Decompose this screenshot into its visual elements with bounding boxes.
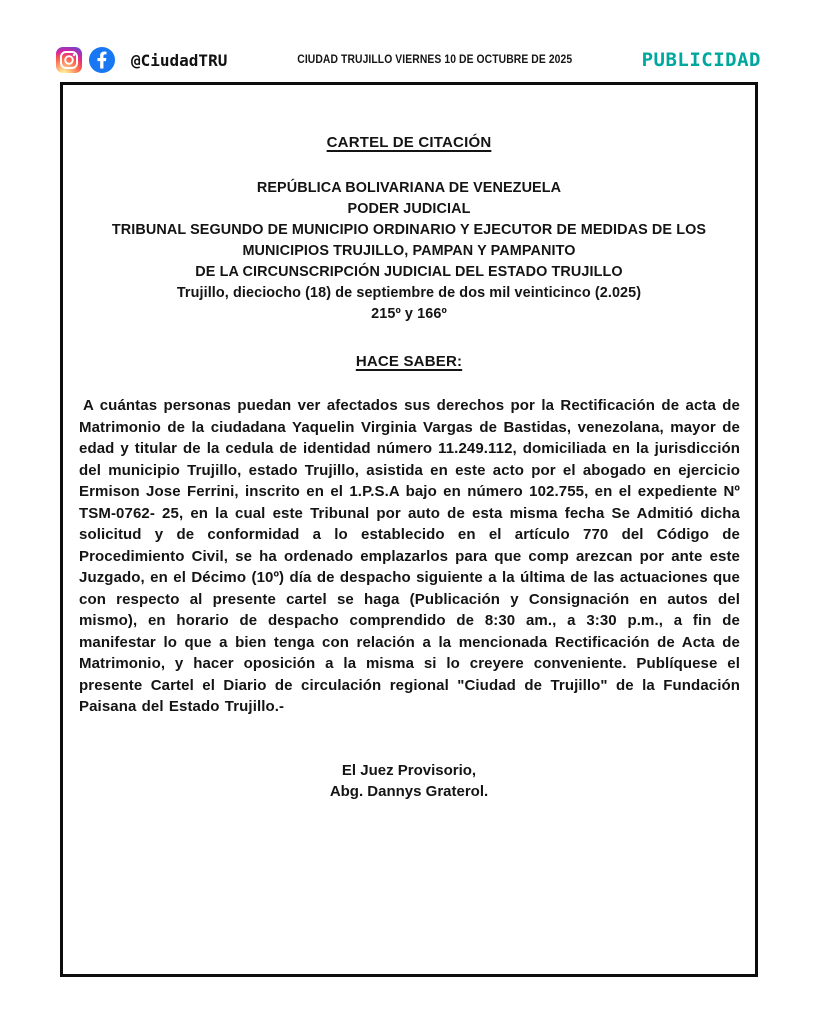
- court-header-line: DE LA CIRCUNSCRIPCIÓN JUDICIAL DEL ESTADO TRUJILLO: [195, 264, 623, 280]
- masthead-date-line: CIUDAD TRUJILLO VIERNES 10 DE OCTUBRE DE 2025: [296, 54, 572, 66]
- notice-court-header: [63, 178, 755, 325]
- signature-name: Abg. Dannys Graterol.: [329, 783, 489, 800]
- notice-years-line: 215º y 166º: [371, 306, 447, 322]
- notice-subtitle: HACE SABER:: [355, 353, 463, 370]
- court-header-line: MUNICIPIOS TRUJILLO, PAMPAN Y PAMPANITO: [242, 243, 576, 259]
- court-header-line: TRIBUNAL SEGUNDO DE MUNICIPIO ORDINARIO Y EJECUTOR DE MEDIDAS DE LOS: [111, 222, 707, 238]
- date-line-wrap: [227, 54, 641, 66]
- page-header: [56, 44, 761, 76]
- publicidad-label: PUBLICIDAD: [641, 49, 761, 71]
- court-header-line: PODER JUDICIAL: [347, 201, 471, 217]
- instagram-icon: [56, 47, 82, 73]
- signature-title: El Juez Provisorio,: [341, 761, 477, 779]
- signature-block: [63, 760, 755, 803]
- court-header-line: REPÚBLICA BOLIVARIANA DE VENEZUELA: [256, 180, 562, 196]
- facebook-icon: [89, 47, 115, 73]
- notice-title: CARTEL DE CITACIÓN: [326, 134, 492, 151]
- legal-notice-box: [60, 82, 758, 977]
- social-handle: @CiudadTRU: [131, 50, 228, 70]
- notice-date-line: Trujillo, dieciocho (18) de septiembre de dos mil veinticinco (2.025): [176, 285, 642, 301]
- notice-body-paragraph: A cuántas personas puedan ver afectados sus derechos por la Rectificación de acta de Matrimonio de la ciudadana Yaquelin Virginia Vargas de Bastidas, venezolana, mayor de edad y titular de la cedula de identidad número 11.249.112, domiciliada en la jurisdicción del municipio Trujillo, estado Trujillo, asistida en este acto por el abogado en ejercicio Ermison Jose Ferrini, inscrito en el 1.P.S.A bajo en número 102.755, en el expediente Nº TSM-0762- 25, en la cual este Tribunal por auto de esta misma fecha Se Admitió dicha solicitud y de conformidad a lo establecido en el artículo 770 del Código de Procedimiento Civil, se ha ordenado emplazarlos para que comp arezcan por ante este Juzgado, en el Décimo (10º) día de despacho siguiente a la última de las actuaciones que con respecto al presente cartel se haga (Publicación y Consignación en autos del mismo), en horario de despacho comprendido de 8:30 am., a 3:30 p.m., a fin de manifestar lo que a bien tenga con relación a la mencionada Rectificación de Acta de Matrimonio, y hacer oposición a la misma si lo creyere conveniente. Publíquese el presente Cartel el Diario de circulación regional "Ciudad de Trujillo" de la Fundación Paisana del Estado Trujillo.-: [79, 397, 740, 715]
- social-group: [56, 47, 227, 73]
